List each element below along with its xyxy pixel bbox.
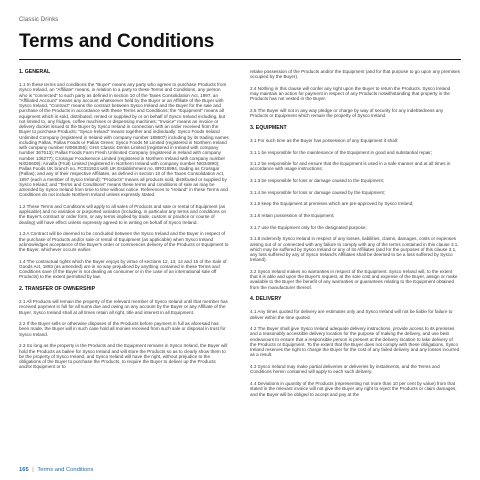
title-divider (19, 59, 461, 60)
clause-1-1: 1.1 In these terms and conditions the "Buyer" means any party who agrees to purchase Products from Sysco Ireland, an "Affiliate" means, in relation to a party to these Terms and Conditions, any person who is "connected" to such party as defined in section 10 of the Taxes Consolidation Act, 1997, an "Affiliated Account" means any account whatsoever held by the Buyer or an Affiliate of the Buyer with Sysco Ireland, "Contract" means the contract between Sysco Ireland and the Buyer for the sale and purchase of the Products in accordance with these Terms and Conditions; the "Equipment" means all equipment which is sold, distributed, rented or supplied by or on behalf of Sysco Ireland including, but not limited to, any fridges, coffee machines or dispensing machines; "Invoice" means an invoice or delivery docket issued to the Buyer by Sysco Ireland in connection with an order received from the Buyer to purchase Products; "Sysco Ireland" means together and individually: Sysco Foods Ireland Unlimited Company (registered in Ireland with company number 188607) including by its trading names including Pallas, Pallas Foods or Pallas Green; Sysco Foods NI Limited (registered in Northern Ireland with company number NI066356); GHS Classic Drinks Limited (registered in Ireland with company number 367513); Pallas Foods Farm Fresh Unlimited Company (registered in Ireland with company number 136277); Crossgar Foodservice Limited (registered in Northern Ireland with company number NI025609); Amalfa (Fruit) Limited (registered in Northern Ireland with company number NI034890); Pallas Foods UK branch no. FC031924 with UK Establishment no. BR016994, trading as Crossgar (Pallas); and any of their respective Affiliates, as defined in section 10 of the Taxes Consolidation Act, 1997 (each a member of Sysco Ireland); "Products" means all products sold, distributed or supplied by Sysco Ireland; and "Terms and Conditions" means these terms and conditions of sale as may be amended by Sysco Ireland from time to time without notice. References to "Ireland" in these Terms and Conditions do not include Northern Ireland unless expressly stated. (19, 82, 229, 198)
clause-3-1: 3.1 For such time as the Buyer has possession of any Equipment it shall: (250, 137, 399, 143)
clause-2-3-continued: retake possession of the Products and/or the Equipment (and for that purpose to go upon any premises occupied by the Buyer). (250, 69, 460, 80)
clause-3-2: 3.2 Sysco Ireland makes no warranties in respect of the Equipment. Sysco Ireland will, to the extent that it is able and upon the Buyer's request, at the sole cost and expense of the Buyer, assign or make available to the Buyer the benefit of any warranties or guarantees relating to the Equipment obtained from the manufacturer thereof. (250, 268, 458, 290)
clause-4-4: 4.4 Deviations in quantity of the Products (representing not more than 10 per cent by value) from that stated in the relevant invoice will not give the Buyer any right to reject the Products or claim damages, and the Buyer will be obliged to accept and pay at the (250, 381, 457, 397)
right-column (250, 69, 460, 403)
clause-3-1-6: 3.1.6 retain possession of the Equipment; (250, 213, 335, 219)
clause-3-1-4: 3.1.4 be responsible for loss or damage caused by the Equipment; (250, 189, 386, 195)
clause-2-4: 2.4 Nothing in this clause will confer any right upon the Buyer to return the Products. Sysco Ireland may maintain an action for payment in respect of any Products notwithstanding that property in the Products has not vested in the Buyer. (250, 85, 451, 102)
clause-3-1-1: 3.1.1 be responsible for the maintenance of the Equipment in good and substantial repair; (250, 149, 433, 155)
clause-3-1-7: 3.1.7 use the Equipment only for the designated purpose; (250, 224, 367, 230)
clause-3-1-8: 3.1.8 indemnify Sysco Ireland in respect of any losses, liabilities, claims, damages, costs or expenses arising out of or connected with any failure to comply with any of the terms contained in this clause 3.1, which may be suffered by Sysco Ireland or any of its Affiliates (and for the purposes of this clause 3.1, any loss suffered by any of Sysco Ireland's Affiliates shall be deemed to be a loss suffered by Sysco Ireland). (250, 236, 459, 263)
clause-3-1-2: 3.1.2 be responsible for and ensure that the Equipment is used in a safe manner and at all times in accordance with usage instructions; (250, 161, 451, 172)
section-heading-delivery: 4. DELIVERY (250, 296, 282, 303)
clause-4-2: 4.2 The Buyer shall give Sysco Ireland adequate delivery instructions, provide access to its premises and a reasonably accessible delivery location for the purpose of making the delivery, and use best endeavours to ensure that a responsible person is present at the delivery location to take delivery of the Products or Equipment. To the extent that the Buyer does not comply with these obligations, Sysco Ireland reserves the right to charge the Buyer for the cost of any failed delivery and any losses incurred as a result. (250, 326, 460, 358)
section-heading-general: 1. GENERAL (19, 69, 51, 75)
left-column (19, 69, 229, 376)
clause-4-3: 4.3 Sysco Ireland may make partial deliveries or deliveries by instalments, and the Terms and Conditions herein contained will apply to each such delivery. (250, 364, 440, 375)
clause-3-1-3: 3.1.3 be responsible for loss or damage caused to the Equipment; (250, 178, 385, 184)
footer-label: Terms and Conditions (37, 467, 94, 473)
page-number: 165 (19, 467, 29, 473)
brand-name: Classic Drinks (19, 17, 59, 23)
section-heading-equipment: 3. EQUIPMENT (250, 124, 287, 131)
clause-2-2: 2.2 If the Buyer sells or otherwise disposes of the Products before payment in full as aforesaid has been made, the Buyer will in such case hold all monies received from such sale or disposal in trust for Sysco Ireland. (19, 321, 226, 337)
clause-2-5: 2.5 The Buyer will not in any way pledge or charge by way of security for any indebtedness any Products or Equipment which remain the property of Sysco Ireland. (250, 108, 444, 119)
page-footer (19, 467, 93, 473)
clause-1-4: 1.4 The contractual rights which the Buyer enjoys by virtue of sections 12, 13, 14 and 15 of the Sale of Goods Act, 1893 (as amended) are in no way prejudiced by anything contained in these Terms and Conditions save (if the Buyer is not dealing as consumer or in the case of an international sale off Products) to the extent permitted by law. (19, 258, 227, 280)
clause-2-3: 2.3 So long as the property in the Products and the Equipment remains in Sysco Ireland, the Buyer will hold the Products as bailee for Sysco Ireland and will store the Products so as to clearly show them to be the property of Sysco Ireland, and Sysco Ireland will have the right, without prejudice to the obligations of the Buyer to purchase the Products, to require the Buyer to deliver up the Products and/or Equipment or to (19, 343, 228, 370)
clause-1-3: 1.3 A Contract will be deemed to be concluded between the Sysco Ireland and the Buyer in respect of the purchase of Products and/or sale or rental of Equipment (as applicable) when Sysco Ireland acknowledges acceptance of the Buyer's order or commences delivery of the Products or Equipment to the Buyer, whichever occurs earlier. (19, 231, 229, 253)
clause-4-1: 4.1 Any times quoted for delivery are estimates only and Sysco Ireland will not be liable for failure to deliver within the time quoted. (250, 309, 453, 320)
footer-separator: | (32, 467, 34, 473)
clause-3-1-5: 3.1.5 keep the Equipment at premises which are pre-approved by Sysco Ireland; (250, 201, 414, 207)
page-title: Terms and Conditions (19, 31, 215, 52)
clause-2-1: 2.1 All Products will remain the property of the relevant member of Sysco Ireland until that member has received payment in full for all sums due and owing on any account by the Buyer or any Affiliate of the Buyer. Sysco Ireland shall at all times retain all right, title and interest in all Equipment. (19, 299, 228, 315)
section-heading-transfer-of-ownership: 2. TRANSFER OF OWNERSHIP (19, 286, 96, 293)
clause-1-2: 1.2 These Terms and Conditions will apply to all sales of Products and sale or rental of Equipment (as applicable) and no variation or purported variation (including, in particular any terms and conditions on the Buyer's contract or order form, or any terms implied by trade, custom or practice or course of dealing) will have effect unless expressly agreed to in writing on behalf of Sysco Ireland. (19, 203, 227, 225)
